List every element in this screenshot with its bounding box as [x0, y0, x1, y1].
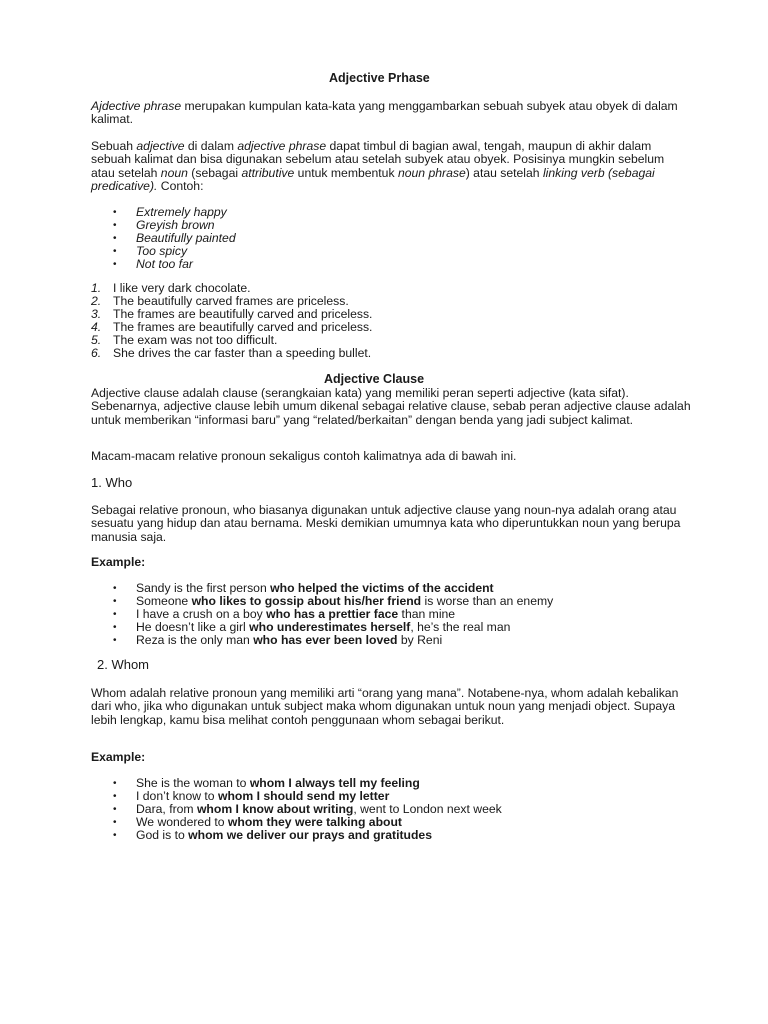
relative-clause: whom they were talking about — [227, 815, 402, 829]
text-span: I don’t know to — [136, 789, 218, 803]
text-span: She is the woman to — [136, 776, 250, 790]
whom-description — [91, 687, 691, 727]
sentence: The beautifully carved frames are priceless. — [113, 294, 349, 309]
phrase-example: Greyish brown — [136, 218, 215, 232]
text-span: untuk membentuk — [294, 165, 398, 180]
who-description — [91, 504, 691, 544]
subheading-whom: 2. Whom — [97, 657, 150, 672]
relative-clause: who likes to gossip about his/her friend — [191, 594, 422, 608]
text-span: God is to — [136, 828, 189, 842]
text-span: than mine — [398, 607, 456, 621]
text-span: , went to London next week — [353, 802, 502, 816]
subheading-who: 1. Who — [91, 475, 133, 490]
term: noun — [160, 165, 188, 180]
whom-example-label: Example: — [91, 750, 146, 764]
whom-example-list — [91, 777, 691, 842]
relative-pronoun-intro: Macam-macam relative pronoun sekaligus contoh kalimatnya ada di bawah ini. — [91, 449, 517, 463]
intro-paragraph-1 — [91, 100, 691, 127]
intro-paragraph-2 — [91, 140, 691, 193]
clause-intro — [91, 450, 691, 463]
text-span: Sebuah — [91, 139, 137, 153]
text-span: , he’s the real man — [410, 620, 511, 634]
intro-text: merupakan kumpulan kata-kata yang menggambarkan sebuah subyek atau obyek di dalam kalimat. — [91, 99, 678, 127]
sentence-list — [91, 282, 691, 361]
sentence: The frames are beautifully carved and priceless. — [113, 320, 373, 335]
section-heading-adjective-clause: Adjective Clause — [324, 372, 425, 386]
term: adjective — [136, 139, 185, 153]
text-span: He doesn’t like a girl — [136, 620, 250, 634]
relative-clause: whom we deliver our prays and gratitudes — [188, 828, 432, 842]
term: attributive — [241, 165, 295, 180]
list-item — [91, 634, 691, 647]
text-span: is worse than an enemy — [421, 594, 554, 608]
list-number: 6. — [91, 346, 102, 361]
relative-clause: who has a prettier face — [266, 607, 399, 621]
relative-clause: whom I always tell my feeling — [249, 776, 420, 790]
who-example-list — [91, 582, 691, 647]
sentence: I like very dark chocolate. — [113, 281, 251, 295]
text-span: (sebagai — [187, 165, 242, 180]
list-number: 1. — [91, 281, 102, 295]
relative-clause: who underestimates herself — [249, 620, 411, 634]
sentence: She drives the car faster than a speeding bullet. — [113, 346, 372, 361]
term: adjective phrase — [237, 139, 327, 153]
phrase-example: Too spicy — [136, 244, 188, 258]
list-item — [91, 829, 691, 842]
relative-clause: who helped the victims of the accident — [270, 581, 494, 595]
clause-paragraph — [91, 387, 691, 427]
relative-clause: who has ever been loved — [253, 633, 398, 647]
who-description-text: Sebagai relative pronoun, who biasanya digunakan untuk adjective clause yang noun-nya adalah orang atau sesuatu yang hidup dan atau bernama. Meski demikian umumnya kata who diperuntukkan noun yang berupa manusia saja. — [91, 503, 681, 544]
text-span: I have a crush on a boy — [136, 607, 267, 621]
text-span: dapat timbul di bagian awal, tengah, maupun di akhir dalam sebuah kalimat dan bisa digunakan sebelum atau setelah subyek atau obyek. Posisinya mungkin sebelum atau setelah — [91, 139, 665, 180]
whom-description-text: Whom adalah relative pronoun yang memiliki arti “orang yang mana”. Notabene-nya, whom adalah kebalikan dari who, jika who digunakan untuk subject maka whom digunakan untuk noun yang menjadi object. Supaya lebih lengkap, kamu bisa melihat contoh penggunaan whom sebagai berikut. — [91, 686, 679, 727]
sentence: The exam was not too difficult. — [113, 333, 278, 348]
text-span: We wondered to — [136, 815, 228, 829]
text-span: Sandy is the first person — [136, 581, 271, 595]
phrase-example: Extremely happy — [136, 205, 227, 219]
sentence: The frames are beautifully carved and priceless. — [113, 307, 373, 322]
relative-clause: whom I should send my letter — [217, 789, 390, 803]
phrase-example-list — [91, 206, 691, 271]
list-number: 3. — [91, 307, 102, 322]
text-span: Reza is the only man — [136, 633, 254, 647]
phrase-example: Not too far — [136, 257, 193, 271]
text-span: Someone — [136, 594, 192, 608]
list-item — [91, 258, 691, 271]
who-example-label: Example: — [91, 555, 146, 569]
text-span: di dalam — [184, 139, 238, 153]
list-number: 5. — [91, 333, 102, 348]
text-span: ) atau setelah — [465, 165, 543, 180]
text-span: Dara, from — [136, 802, 197, 816]
term: linking verb (sebagai predicative). — [91, 165, 655, 193]
list-number: 4. — [91, 320, 102, 335]
clause-definition: Adjective clause adalah clause (serangkaian kata) yang memiliki peran seperti adjective (kata sifat). Sebenarnya, adjective clause lebih umum dikenal sebagai relative clause, sebab peran adjective clause adalah untuk memberikan “informasi baru” yang “related/berkaitan” dengan benda yang jadi subject kalimat. — [91, 386, 691, 427]
term: noun phrase — [397, 165, 466, 180]
text-span: by Reni — [397, 633, 443, 647]
term-adjective-phrase: Ajdective phrase — [91, 99, 182, 113]
phrase-example: Beautifully painted — [136, 231, 236, 245]
text-span: Contoh: — [157, 178, 204, 193]
page-title: Adjective Prhase — [329, 71, 430, 85]
relative-clause: whom I know about writing — [196, 802, 354, 816]
list-item — [91, 347, 691, 360]
list-number: 2. — [91, 294, 102, 309]
